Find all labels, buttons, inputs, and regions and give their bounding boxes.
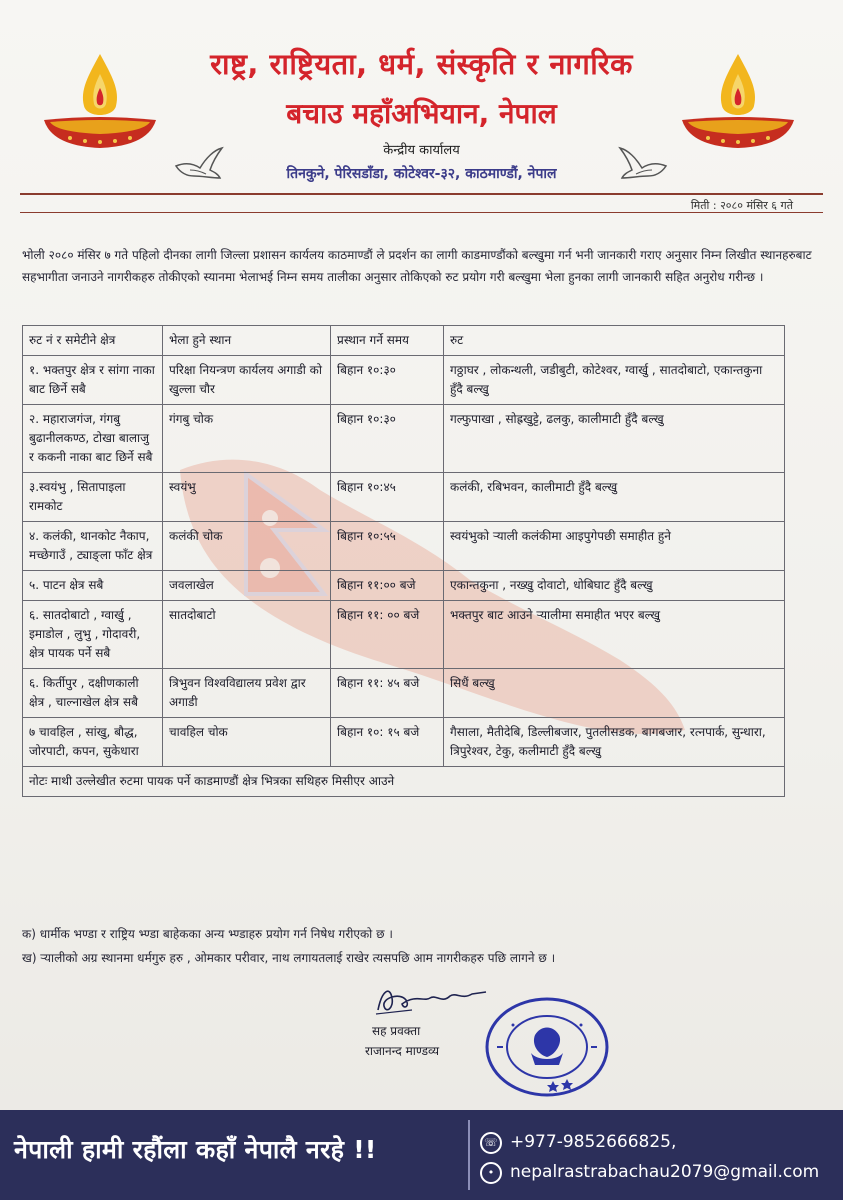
phone-number: +977-9852666825, xyxy=(510,1132,677,1152)
place-cell: परिक्षा नियन्त्रण कार्यलय अगाडी को खुल्ला चौर xyxy=(163,356,331,405)
organization-seal-stamp xyxy=(483,995,611,1100)
place-cell: कलंकी चोक xyxy=(163,522,331,571)
column-header: रुट xyxy=(444,326,785,356)
instruction-item: क) धार्मीक भण्डा र राष्ट्रिय भ्ण्डा बाहेकका अन्य भ्ण्डाहरु प्रयोग गर्न निषेध गरीएको छ । xyxy=(22,927,393,941)
route-cell: गैसाला, मैतीदेबि, डिल्लीबजार, पुतलीसडक, बागबजार, रत्नपार्क, सुन्धारा, त्रिपुरेश्वर, टेकु, कलीमाटी हुँदै बल्खु xyxy=(444,718,785,767)
contact-phone xyxy=(480,1132,676,1154)
office-address: तिनकुने, पेरिसडाँडा, कोटेश्वर-३२, काठमाण्डौं, नेपाल xyxy=(286,166,557,182)
signatory-name: राजानन्द माण्डव्य xyxy=(365,1044,440,1058)
area-cell: ६. सातदोबाटो , ग्वार्खु , इमाडोल , लुभु , गोदावरी, क्षेत्र पायक पर्ने सबै xyxy=(23,601,163,669)
area-cell: १. भक्तपुर क्षेत्र र सांगा नाका बाट छिर्ने सबै xyxy=(23,356,163,405)
email-address: nepalrastrabachau2079@gmail.com xyxy=(510,1162,820,1182)
route-cell: सिधैं बल्खु xyxy=(444,669,785,718)
route-cell: गठ्ठाघर , लोकन्थली, जडीबुटी, कोटेश्वर, ग्वार्खु , सातदोबाटो, एकान्तकुना हुँदै बल्खु xyxy=(444,356,785,405)
place-cell: चावहिल चोक xyxy=(163,718,331,767)
area-cell: ४. कलंकी, थानकोट नैकाप, मच्छेगाउँ , ट्याङ्ला फाँट क्षेत्र xyxy=(23,522,163,571)
table-header-row xyxy=(23,326,785,356)
handwritten-signature xyxy=(372,980,492,1020)
column-header: भेला हुने स्थान xyxy=(163,326,331,356)
letter-date: मिती : २०८० मंसिर ६ गते xyxy=(690,199,793,212)
area-cell: ७ चावहिल , सांखु, बौद्ध, जोरपाटी, कपन, सुकेधारा xyxy=(23,718,163,767)
column-header: रुट नं र समेटीने क्षेत्र xyxy=(23,326,163,356)
area-cell: ३.स्वयंभु , सिताप‍ाइला रामकोट xyxy=(23,473,163,522)
footer-slogan: नेपाली हामी रहौंला कहाँ नेपालै नरहे !! xyxy=(14,1135,377,1164)
table-row xyxy=(23,571,785,601)
table-note-row xyxy=(23,767,785,797)
column-header: प्रस्थान गर्ने समय xyxy=(331,326,444,356)
place-cell: जवलाखेल xyxy=(163,571,331,601)
phone-icon: ☏ xyxy=(480,1132,502,1154)
table-row xyxy=(23,601,785,669)
table-row xyxy=(23,718,785,767)
time-cell: बिहान १०: १५ बजे xyxy=(331,718,444,767)
time-cell: बिहान ११: ४५ बजे xyxy=(331,669,444,718)
time-cell: बिहान १०:५५ xyxy=(331,522,444,571)
organization-title-line1: राष्ट्र, राष्ट्रियता, धर्म, संस्कृति र नागरिक xyxy=(210,47,633,81)
contact-email xyxy=(480,1162,819,1184)
table-row xyxy=(23,473,785,522)
area-cell: ६. किर्तीपुर , दक्षीणकाली क्षेत्र , चाल्नाखेल क्षेत्र सबै xyxy=(23,669,163,718)
header-divider xyxy=(20,193,823,195)
rally-route-table xyxy=(22,325,785,797)
signatory-role: सह प्रवक्ता xyxy=(372,1024,421,1038)
table-row xyxy=(23,669,785,718)
time-cell: बिहान ११:०० बजे xyxy=(331,571,444,601)
date-divider xyxy=(20,212,823,213)
email-icon: • xyxy=(480,1162,502,1184)
table-note: नोटः माथी उल्लेखीत रुटमा पायक पर्ने काडमाण्डौं क्षेत्र भित्रका सथिहरु मिसीएर आउने xyxy=(23,767,785,797)
route-cell: एकान्तकुना , नख्खु दोवाटो, धोबिघाट हुँदै बल्खु xyxy=(444,571,785,601)
organization-title-line2: बचाउ महाँअभियान, नेपाल xyxy=(286,97,557,130)
instruction-item: ख) र्‍यालीको अग्र स्थानमा धर्मगुरु हरु , ओमकार परीवार, नाथ लगायतलाई राखेर त्यसपछि आम नागरीकहरु पछि लागने छ । xyxy=(22,951,556,965)
footer-banner xyxy=(0,1110,843,1200)
route-cell: कलंकी, रबिभवन, कालीमाटी हुँदै बल्खु xyxy=(444,473,785,522)
time-cell: बिहान १०:४५ xyxy=(331,473,444,522)
office-label: केन्द्रीय कार्यालय xyxy=(383,143,460,158)
place-cell: सातदोबाटो xyxy=(163,601,331,669)
table-row xyxy=(23,356,785,405)
route-cell: गल्फुपाखा , सोह्रखुट्टे, ढलकु, कालीमाटी हुँदै बल्खु xyxy=(444,405,785,473)
place-cell: गंगबु चोक xyxy=(163,405,331,473)
route-cell: स्वयंभुको र्‍याली कलंकीमा आइपुगेपछी समाहीत हुने xyxy=(444,522,785,571)
footer-divider xyxy=(468,1120,470,1190)
time-cell: बिहान ११: ०० बजे xyxy=(331,601,444,669)
place-cell: स्वयंभु xyxy=(163,473,331,522)
instructions-list xyxy=(22,922,822,970)
time-cell: बिहान १०:३० xyxy=(331,405,444,473)
table-row xyxy=(23,405,785,473)
area-cell: ५. पाटन क्षेत्र सबै xyxy=(23,571,163,601)
place-cell: त्रिभुवन विश्वविद्यालय प्रवेश द्वार अगाडी xyxy=(163,669,331,718)
intro-paragraph: भोली २०८० मंसिर ७ गते पहिलो दीनका लागी जिल्ला प्रशासन कार्यलय काठमाण्डौं ले प्रदर्शन का लागी काडमाण्डौंको बल्खुमा गर्न भनी जानकारी गराए अनुसार निम्न लिखीत स्थानहरुबाट सहभागीता जनाउने नागरीकहरु तोकीएको स्यानमा भेलाभई निम्न समय तालीका अनुसार तोकिएको रुट प्रयोग गरी बल्खुमा भेला हुनका लागी जानकारी सहित अनुरोध गरीन्छ । xyxy=(22,248,812,284)
rally-route-table-wrapper xyxy=(22,325,784,797)
table-row xyxy=(23,522,785,571)
time-cell: बिहान १०:३० xyxy=(331,356,444,405)
route-cell: भक्तपुर बाट आउने र्‍यालीमा समाहीत भएर बल्खु xyxy=(444,601,785,669)
area-cell: २. महाराजगंज, गंगबु बुढानीलकण्ठ, टोखा बालाजु र ककनी नाका बाट छिर्ने सबै xyxy=(23,405,163,473)
